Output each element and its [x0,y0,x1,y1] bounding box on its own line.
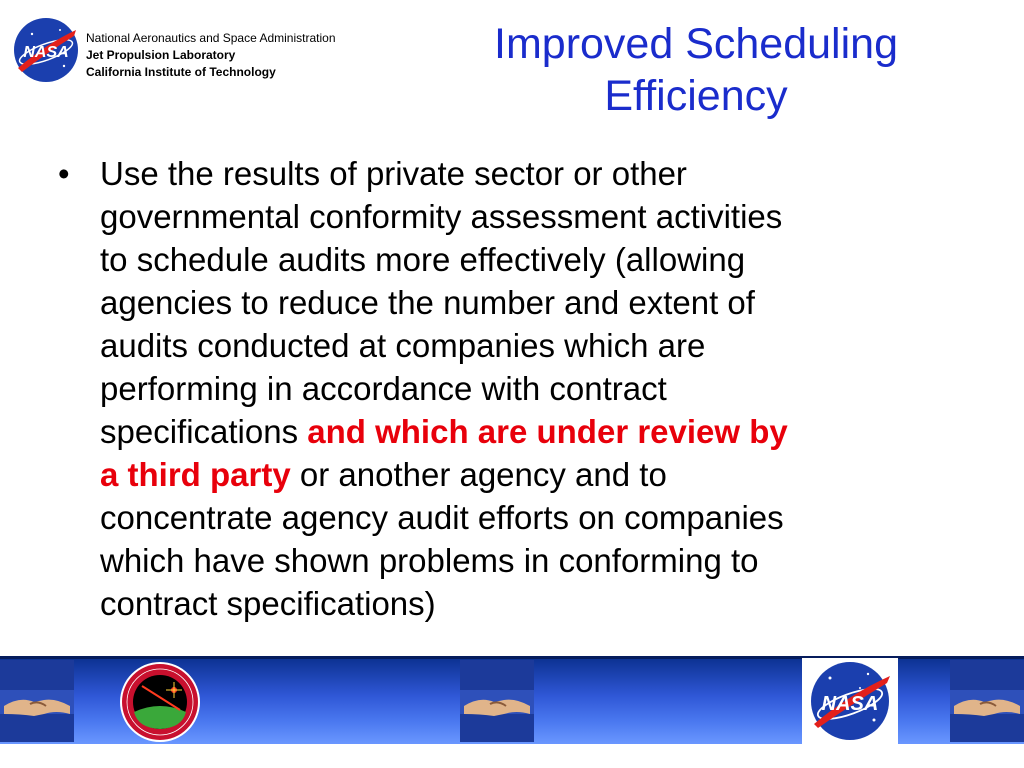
bullet-line [100,281,958,324]
slide-title [400,18,992,122]
emphasis-text: and which are under review by [307,413,788,450]
handshake-icon [950,660,1024,742]
bullet-line [100,324,958,367]
nasa-logo-text: NASA [23,44,69,61]
bullet-line-text: or another agency and to [290,456,667,493]
bullet-line-text: audits conducted at companies which are [100,327,706,364]
bottom-margin [0,744,1024,768]
bullet-line [100,453,958,496]
handshake-icon [0,660,74,742]
bullet-line [100,410,958,453]
bullet-line [100,496,958,539]
org-line-nasa: National Aeronautics and Space Administration [86,31,336,45]
missile-defense-agency-seal-icon [112,660,208,744]
footer-nasa-logo-text: NASA [821,693,879,715]
bullet-marker: • [58,155,70,192]
bullet-line-text: Use the results of private sector or other [100,155,687,192]
bullet-line-text: governmental conformity assessment activities [100,198,783,235]
slide-title-line2: Efficiency [604,72,788,120]
bullet-line [100,238,958,281]
bullet-line-text: concentrate agency audit efforts on companies [100,499,784,536]
bullet-line [100,152,958,195]
org-line-caltech: California Institute of Technology [86,65,276,79]
bullet-line [100,367,958,410]
bullet-line-text: which have shown problems in conforming to [100,542,759,579]
org-block [86,30,336,81]
footer-nasa-logo-icon [802,658,898,744]
bullet-line [100,582,958,625]
bullet-line-text: agencies to reduce the number and extent of [100,284,755,321]
bullet-line [100,539,958,582]
bullet-line [100,195,958,238]
bullet-line-text: performing in accordance with contract [100,370,667,407]
bullet-line-text: to schedule audits more effectively (allowing [100,241,746,278]
handshake-icon [460,660,534,742]
org-line-jpl: Jet Propulsion Laboratory [86,48,236,62]
bullet-line-text: contract specifications) [100,585,436,622]
bullet-text [100,152,958,625]
slide-title-line1: Improved Scheduling [494,20,898,68]
footer-nasa-tile [802,658,898,744]
emphasis-text: a third party [100,456,291,493]
bullet-line-text: specifications [100,413,308,450]
nasa-logo-icon [12,16,80,84]
